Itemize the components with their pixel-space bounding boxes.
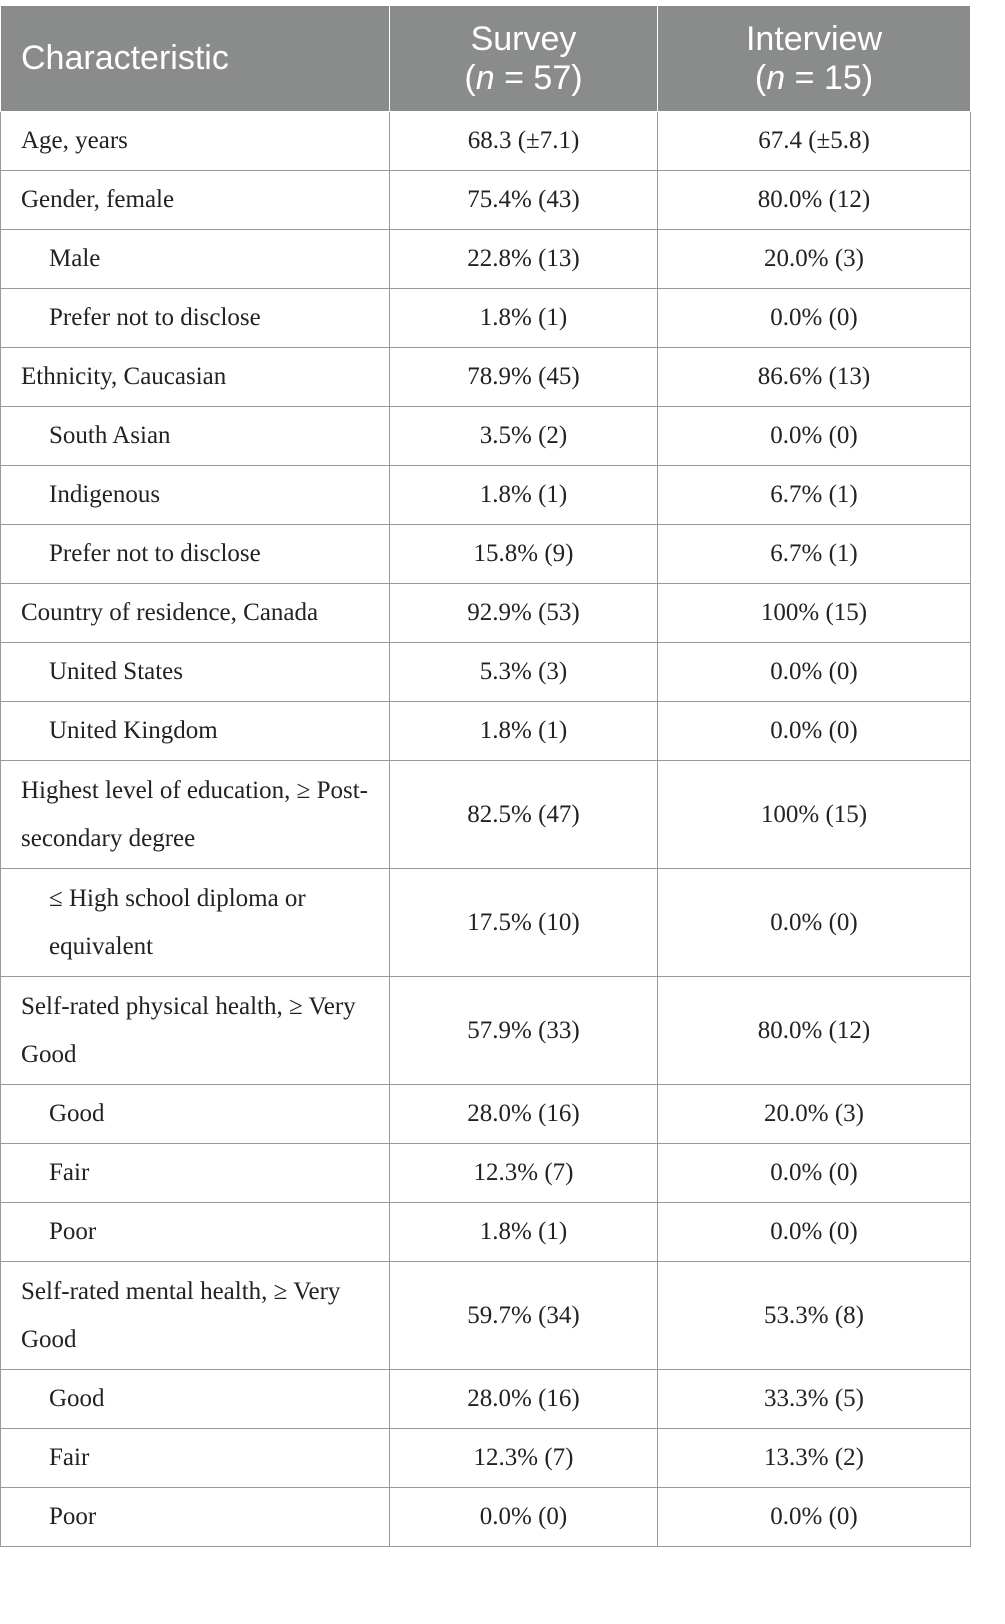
row-label: Self-rated mental health, ≥ Very Good [1,1262,390,1370]
row-interview-value: 0.0% (0) [658,702,971,761]
row-interview-value: 33.3% (5) [658,1370,971,1429]
characteristics-table [0,5,971,1547]
row-survey-value: 15.8% (9) [390,525,658,584]
row-survey-value: 68.3 (±7.1) [390,112,658,171]
row-interview-value: 67.4 (±5.8) [658,112,971,171]
row-survey-value: 75.4% (43) [390,171,658,230]
table-row [1,289,971,348]
row-survey-value: 17.5% (10) [390,869,658,977]
row-interview-value: 53.3% (8) [658,1262,971,1370]
row-interview-value: 80.0% (12) [658,977,971,1085]
table-row [1,1429,971,1488]
header-survey-n: (n = 57) [464,58,583,97]
row-interview-value: 86.6% (13) [658,348,971,407]
row-label: Self-rated physical health, ≥ Very Good [1,977,390,1085]
row-interview-value: 6.7% (1) [658,466,971,525]
row-interview-value: 0.0% (0) [658,407,971,466]
header-interview-n: (n = 15) [754,58,874,97]
row-label: Good [1,1085,390,1144]
row-label: Good [1,1370,390,1429]
table-row [1,643,971,702]
table-row [1,466,971,525]
row-survey-value: 1.8% (1) [390,289,658,348]
row-label: Ethnicity, Caucasian [1,348,390,407]
row-survey-value: 1.8% (1) [390,702,658,761]
row-interview-value: 6.7% (1) [658,525,971,584]
row-survey-value: 1.8% (1) [390,466,658,525]
table-row [1,1262,971,1370]
row-interview-value: 0.0% (0) [658,869,971,977]
header-survey [390,6,658,112]
table-row [1,761,971,869]
row-interview-value: 20.0% (3) [658,230,971,289]
row-interview-value: 13.3% (2) [658,1429,971,1488]
table-row [1,112,971,171]
row-interview-value: 100% (15) [658,761,971,869]
characteristics-table-container [0,5,970,1547]
row-label: United States [1,643,390,702]
row-interview-value: 0.0% (0) [658,643,971,702]
row-survey-value: 12.3% (7) [390,1429,658,1488]
header-characteristic: Characteristic [1,6,390,112]
row-interview-value: 0.0% (0) [658,1488,971,1547]
table-row [1,525,971,584]
row-label: Gender, female [1,171,390,230]
row-label: Male [1,230,390,289]
table-row [1,977,971,1085]
row-interview-value: 100% (15) [658,584,971,643]
table-row [1,584,971,643]
row-label: Age, years [1,112,390,171]
row-label: South Asian [1,407,390,466]
row-survey-value: 22.8% (13) [390,230,658,289]
row-survey-value: 28.0% (16) [390,1085,658,1144]
table-row [1,1488,971,1547]
row-survey-value: 92.9% (53) [390,584,658,643]
header-row [1,6,971,112]
row-label: Fair [1,1144,390,1203]
table-row [1,869,971,977]
table-row [1,1203,971,1262]
table-header [1,6,971,112]
table-row [1,1085,971,1144]
header-survey-label: Survey [470,19,577,58]
row-survey-value: 28.0% (16) [390,1370,658,1429]
table-row [1,1370,971,1429]
table-row [1,702,971,761]
row-label: Highest level of education, ≥ Post-secondary degree [1,761,390,869]
row-label: Fair [1,1429,390,1488]
table-row [1,230,971,289]
row-label: Indigenous [1,466,390,525]
row-label: ≤ High school diploma or equivalent [1,869,390,977]
header-interview-label: Interview [745,19,883,58]
row-label: Country of residence, Canada [1,584,390,643]
row-survey-value: 78.9% (45) [390,348,658,407]
row-survey-value: 5.3% (3) [390,643,658,702]
table-row [1,407,971,466]
row-survey-value: 0.0% (0) [390,1488,658,1547]
row-label: Prefer not to disclose [1,289,390,348]
row-survey-value: 57.9% (33) [390,977,658,1085]
table-body [1,112,971,1547]
row-survey-value: 12.3% (7) [390,1144,658,1203]
row-interview-value: 80.0% (12) [658,171,971,230]
table-row [1,1144,971,1203]
header-interview [658,6,971,112]
table-row [1,348,971,407]
row-label: Poor [1,1488,390,1547]
row-interview-value: 0.0% (0) [658,1144,971,1203]
row-survey-value: 1.8% (1) [390,1203,658,1262]
row-interview-value: 0.0% (0) [658,289,971,348]
table-row [1,171,971,230]
row-interview-value: 20.0% (3) [658,1085,971,1144]
row-interview-value: 0.0% (0) [658,1203,971,1262]
row-label: Poor [1,1203,390,1262]
row-label: United Kingdom [1,702,390,761]
row-survey-value: 59.7% (34) [390,1262,658,1370]
row-survey-value: 3.5% (2) [390,407,658,466]
row-label: Prefer not to disclose [1,525,390,584]
row-survey-value: 82.5% (47) [390,761,658,869]
